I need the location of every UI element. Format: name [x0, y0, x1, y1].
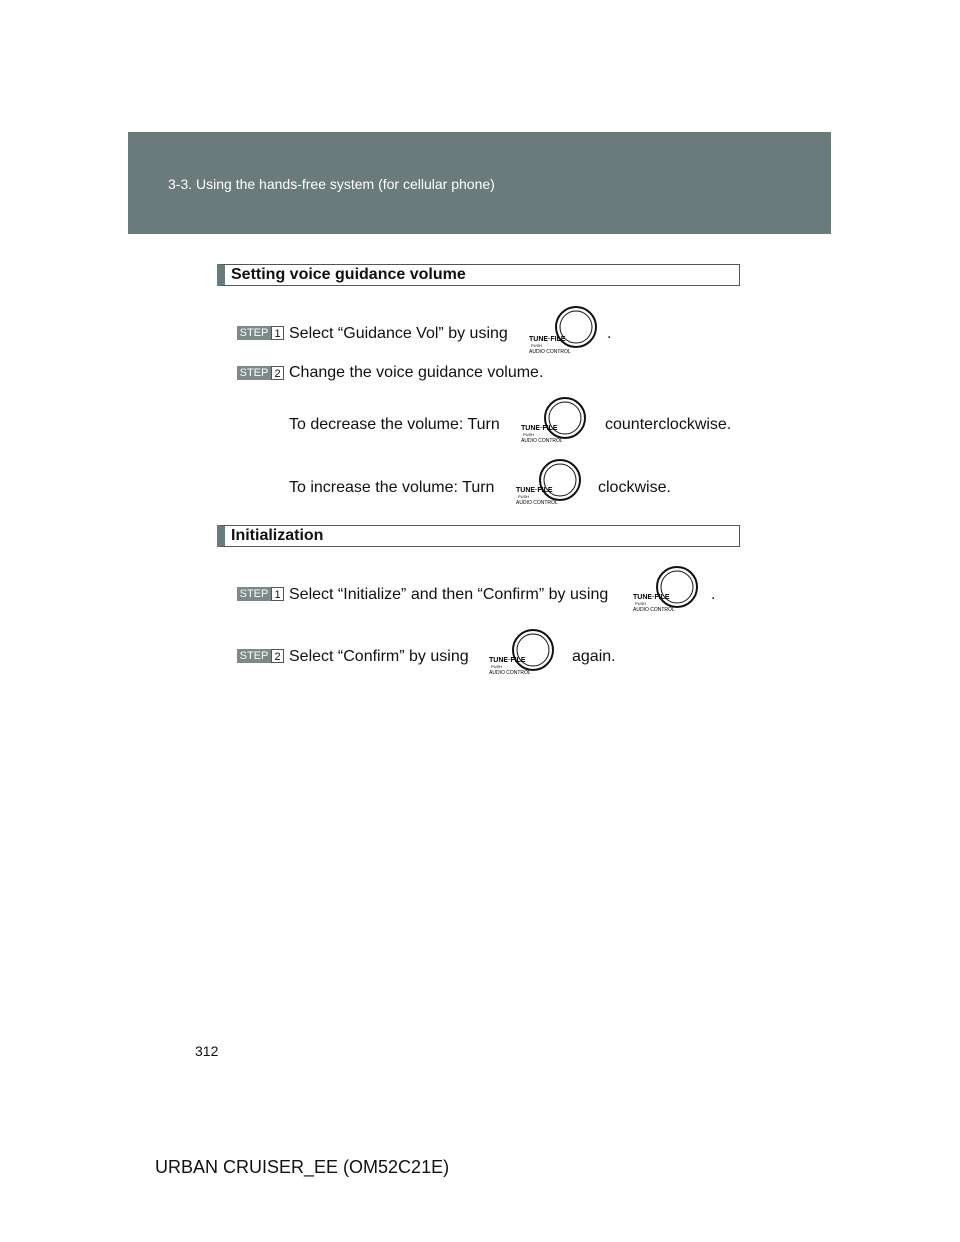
instruction-text: clockwise.	[598, 479, 671, 496]
section-heading-voice-guidance	[217, 264, 740, 286]
step-text: Select “Confirm” by using	[289, 648, 469, 665]
footer-model-code: URBAN CRUISER_EE (OM52C21E)	[155, 1157, 450, 1177]
header-title: 3-3. Using the hands-free system (for cellular phone)	[168, 176, 495, 192]
step-text: again.	[572, 648, 616, 665]
svg-text:AUDIO CONTROL: AUDIO CONTROL	[633, 607, 675, 613]
svg-text:PUSH: PUSH	[523, 432, 535, 437]
step-badge: STEP 1	[237, 326, 285, 340]
punctuation: .	[607, 325, 612, 342]
page-number: 312	[195, 1043, 219, 1059]
svg-text:AUDIO CONTROL: AUDIO CONTROL	[521, 438, 563, 444]
svg-text:TUNE·FILE: TUNE·FILE	[521, 425, 558, 432]
instruction-text: To increase the volume: Turn	[289, 479, 495, 496]
svg-text:TUNE·FILE: TUNE·FILE	[489, 657, 526, 664]
svg-text:PUSH: PUSH	[518, 494, 530, 499]
section-heading-initialization	[217, 525, 740, 547]
section-heading-text: Setting voice guidance volume	[231, 266, 466, 283]
svg-text:AUDIO CONTROL: AUDIO CONTROL	[529, 349, 571, 355]
svg-text:PUSH: PUSH	[531, 343, 543, 348]
svg-text:PUSH: PUSH	[491, 664, 503, 669]
step-badge: STEP 2	[237, 366, 285, 380]
svg-text:TUNE·FILE: TUNE·FILE	[633, 594, 670, 601]
svg-text:AUDIO CONTROL: AUDIO CONTROL	[516, 500, 558, 506]
tune-file-knob-icon	[488, 628, 564, 686]
instruction-text: counterclockwise.	[605, 416, 732, 433]
tune-file-knob-icon	[632, 563, 708, 621]
step-text: Select “Initialize” and then “Confirm” by using	[289, 586, 609, 603]
tune-file-knob-icon	[520, 396, 596, 454]
svg-text:AUDIO CONTROL: AUDIO CONTROL	[489, 670, 531, 676]
instruction-text: To decrease the volume: Turn	[289, 416, 500, 433]
header-band	[128, 132, 831, 234]
punctuation: .	[711, 586, 716, 603]
step-badge: STEP 1	[237, 587, 285, 601]
step-badge: STEP 2	[237, 649, 285, 663]
step-text: Change the voice guidance volume.	[289, 364, 544, 381]
tune-file-knob-icon	[528, 301, 604, 359]
svg-text:TUNE·FILE: TUNE·FILE	[516, 487, 553, 494]
svg-text:TUNE·FILE: TUNE·FILE	[529, 336, 566, 343]
svg-text:PUSH: PUSH	[635, 601, 647, 606]
tune-file-knob-icon	[515, 458, 591, 516]
step-text: Select “Guidance Vol” by using	[289, 325, 508, 342]
section-heading-text: Initialization	[231, 527, 324, 544]
